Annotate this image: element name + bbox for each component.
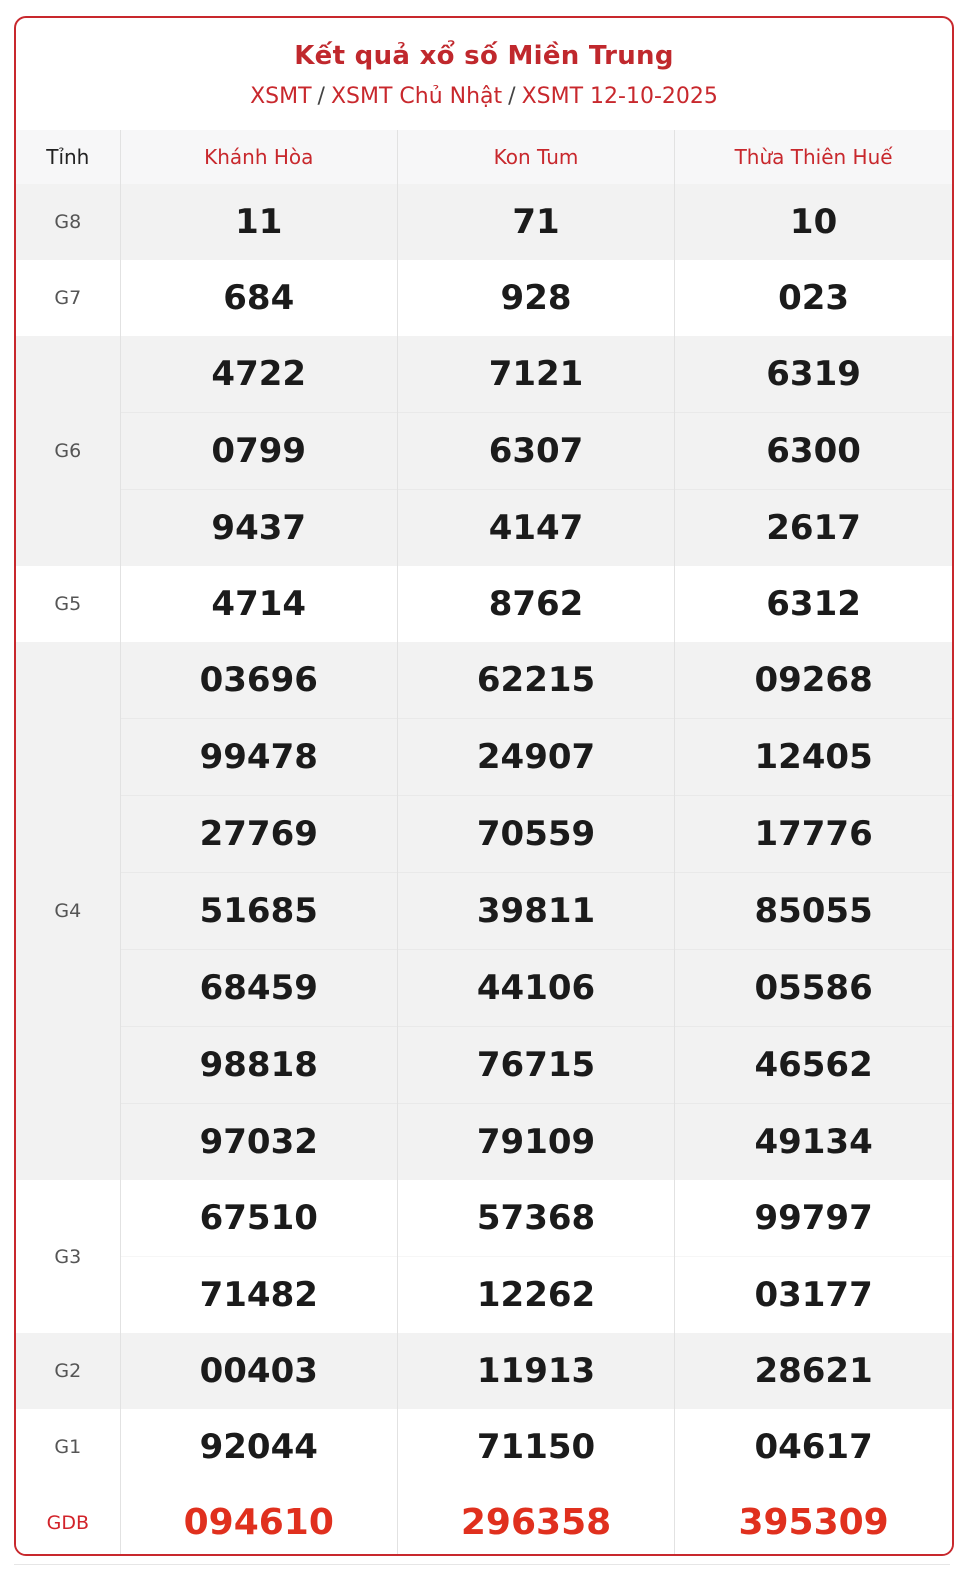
prize-cell bbox=[120, 1485, 397, 1556]
prize-number: 28621 bbox=[754, 1351, 873, 1391]
prize-cell bbox=[397, 260, 674, 336]
prize-number: 11 bbox=[235, 202, 283, 242]
prize-row-g1 bbox=[16, 1409, 952, 1485]
prize-cell bbox=[675, 1409, 952, 1485]
prize-number: 57368 bbox=[398, 1180, 674, 1257]
prize-number: 70559 bbox=[398, 796, 674, 873]
prize-number: 71482 bbox=[199, 1275, 318, 1315]
column-header-thua-thien-hue[interactable]: Thừa Thiên Huế bbox=[675, 130, 952, 184]
prize-number: 928 bbox=[500, 278, 572, 318]
results-card bbox=[14, 16, 954, 1556]
prize-number: 17776 bbox=[675, 796, 952, 873]
column-header-khanh-hoa[interactable]: Khánh Hòa bbox=[120, 130, 397, 184]
prize-cell bbox=[397, 1180, 674, 1333]
prize-number: 6307 bbox=[398, 413, 674, 490]
special-prize-number: 395309 bbox=[738, 1502, 889, 1543]
prize-number: 39811 bbox=[398, 873, 674, 950]
prize-number: 0799 bbox=[121, 413, 397, 490]
prize-number: 79109 bbox=[476, 1122, 596, 1162]
prize-number: 4714 bbox=[211, 584, 307, 624]
prize-row-g3 bbox=[16, 1180, 952, 1333]
prize-cell bbox=[675, 260, 952, 336]
prize-row-g7 bbox=[16, 260, 952, 336]
prize-number: 03177 bbox=[754, 1275, 873, 1315]
prize-label: G6 bbox=[16, 336, 120, 566]
next-card-edge bbox=[14, 1564, 950, 1569]
prize-number: 10 bbox=[789, 202, 838, 242]
prize-row-g8 bbox=[16, 184, 952, 260]
prize-cell bbox=[120, 642, 397, 1180]
prize-number: 68459 bbox=[121, 950, 397, 1027]
prize-cell bbox=[675, 1180, 952, 1333]
prize-number: 11913 bbox=[476, 1351, 596, 1391]
prize-cell bbox=[397, 336, 674, 566]
results-body bbox=[16, 184, 952, 1556]
prize-number: 09268 bbox=[675, 642, 952, 719]
prize-number: 04617 bbox=[754, 1427, 873, 1467]
prize-cell bbox=[675, 566, 952, 642]
prize-label: G1 bbox=[16, 1409, 120, 1485]
breadcrumb-link-xsmt[interactable]: XSMT bbox=[250, 84, 312, 109]
results-table bbox=[16, 130, 952, 1556]
prize-label: G3 bbox=[16, 1180, 120, 1333]
prize-label: G5 bbox=[16, 566, 120, 642]
prize-number: 46562 bbox=[675, 1027, 952, 1104]
prize-number: 71150 bbox=[476, 1427, 596, 1467]
column-header-province-label: Tỉnh bbox=[16, 130, 120, 184]
prize-cell bbox=[120, 336, 397, 566]
prize-number: 97032 bbox=[199, 1122, 318, 1162]
prize-number: 6319 bbox=[675, 336, 952, 413]
prize-cell bbox=[675, 336, 952, 566]
prize-number: 27769 bbox=[121, 796, 397, 873]
prize-cell bbox=[397, 1333, 674, 1409]
prize-row-g6 bbox=[16, 336, 952, 566]
column-header-kon-tum[interactable]: Kon Tum bbox=[397, 130, 674, 184]
prize-number: 6300 bbox=[675, 413, 952, 490]
prize-number: 12262 bbox=[476, 1275, 596, 1315]
prize-number: 51685 bbox=[121, 873, 397, 950]
prize-cell bbox=[397, 642, 674, 1180]
prize-number: 49134 bbox=[754, 1122, 873, 1162]
prize-number: 023 bbox=[778, 278, 850, 318]
prize-number: 44106 bbox=[398, 950, 674, 1027]
prize-number: 7121 bbox=[398, 336, 674, 413]
prize-row-g5 bbox=[16, 566, 952, 642]
prize-number: 85055 bbox=[675, 873, 952, 950]
prize-number: 92044 bbox=[199, 1427, 318, 1467]
special-prize-number: 094610 bbox=[183, 1502, 334, 1543]
prize-number: 2617 bbox=[766, 508, 861, 548]
prize-cell bbox=[120, 1409, 397, 1485]
prize-number: 4147 bbox=[488, 508, 584, 548]
prize-row-g4 bbox=[16, 642, 952, 1180]
prize-cell bbox=[675, 184, 952, 260]
prize-label: G7 bbox=[16, 260, 120, 336]
prize-cell bbox=[675, 1485, 952, 1556]
results-header bbox=[16, 18, 952, 130]
prize-number: 99478 bbox=[121, 719, 397, 796]
prize-number: 8762 bbox=[488, 584, 584, 624]
prize-cell bbox=[397, 184, 674, 260]
breadcrumb-link-xsmt-sunday[interactable]: XSMT Chủ Nhật bbox=[330, 84, 503, 109]
prize-number: 24907 bbox=[398, 719, 674, 796]
prize-cell bbox=[120, 1333, 397, 1409]
prize-number: 71 bbox=[512, 202, 560, 242]
prize-number: 4722 bbox=[121, 336, 397, 413]
prize-number: 67510 bbox=[121, 1180, 397, 1257]
breadcrumb-link-xsmt-date[interactable]: XSMT 12-10-2025 bbox=[521, 84, 718, 109]
prize-number: 00403 bbox=[199, 1351, 318, 1391]
prize-number: 62215 bbox=[398, 642, 674, 719]
prize-cell bbox=[120, 566, 397, 642]
prize-cell bbox=[675, 642, 952, 1180]
prize-label: G8 bbox=[16, 184, 120, 260]
prize-label: G2 bbox=[16, 1333, 120, 1409]
breadcrumb-separator: / bbox=[508, 84, 516, 109]
breadcrumb-separator: / bbox=[317, 84, 325, 109]
prize-number: 12405 bbox=[675, 719, 952, 796]
prize-number: 03696 bbox=[121, 642, 397, 719]
prize-cell bbox=[397, 1409, 674, 1485]
prize-number: 76715 bbox=[398, 1027, 674, 1104]
prize-number: 684 bbox=[223, 278, 295, 318]
prize-row-g2 bbox=[16, 1333, 952, 1409]
prize-number: 99797 bbox=[675, 1180, 952, 1257]
prize-cell bbox=[675, 1333, 952, 1409]
prize-number: 9437 bbox=[211, 508, 307, 548]
prize-cell bbox=[120, 260, 397, 336]
prize-label: GDB bbox=[16, 1485, 120, 1556]
prize-cell bbox=[397, 566, 674, 642]
special-prize-number: 296358 bbox=[460, 1502, 612, 1543]
prize-cell bbox=[397, 1485, 674, 1556]
page-title: Kết quả xổ số Miền Trung bbox=[294, 41, 674, 71]
prize-cell bbox=[120, 184, 397, 260]
prize-number: 6312 bbox=[766, 584, 861, 624]
prize-row-gdb bbox=[16, 1485, 952, 1556]
breadcrumb bbox=[16, 82, 952, 112]
prize-number: 05586 bbox=[675, 950, 952, 1027]
prize-label: G4 bbox=[16, 642, 120, 1180]
prize-cell bbox=[120, 1180, 397, 1333]
prize-number: 98818 bbox=[121, 1027, 397, 1104]
table-header-row bbox=[16, 130, 952, 184]
